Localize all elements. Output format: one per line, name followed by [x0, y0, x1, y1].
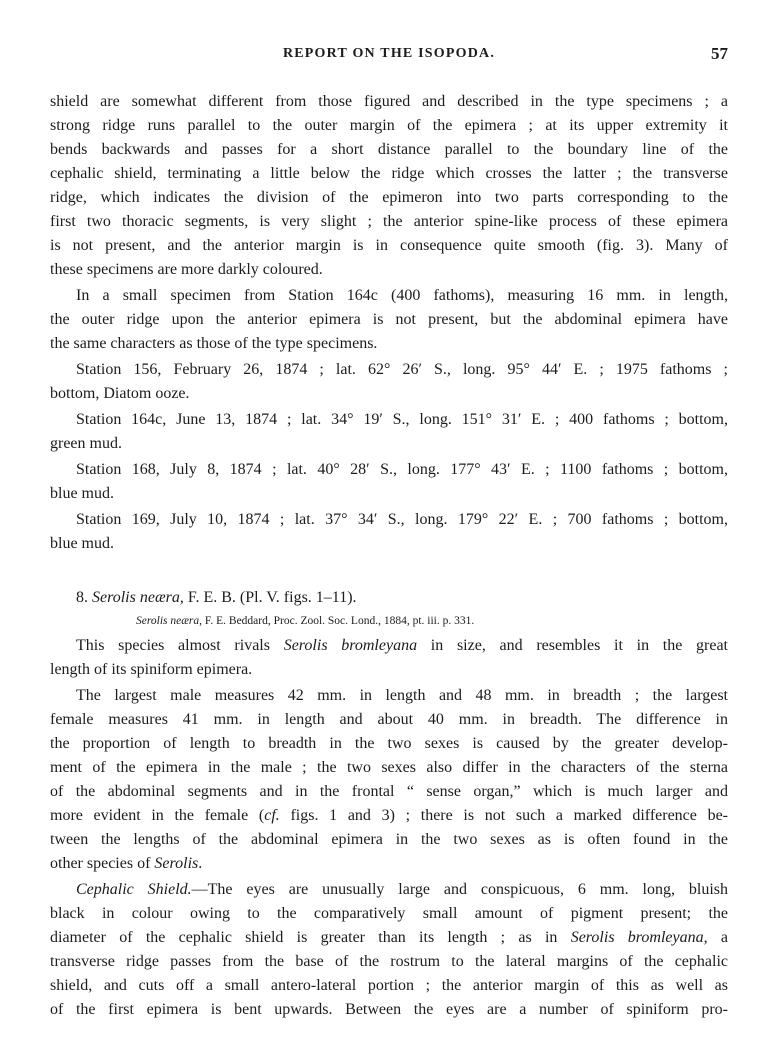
- text-line: bends backwards and passes for a short distance parallel to the boundary line of the: [50, 141, 728, 158]
- text-line: In a small specimen from Station 164c (400 fathoms), measuring 16 mm. in length,: [76, 287, 728, 304]
- text-line: first two thoracic segments, is very slight ; the anterior spine-like process of these epimera: [50, 213, 728, 230]
- station-record-line: bottom, Diatom ooze.: [50, 385, 190, 402]
- text-line: shield, and cuts off a small antero-lateral portion ; the anterior margin of this as well as: [50, 977, 728, 994]
- station-record-line: blue mud.: [50, 535, 114, 552]
- running-title: REPORT ON THE ISOPODA.: [282, 46, 496, 61]
- text-line: the outer ridge upon the anterior epimera is not present, but the abdominal epimera have: [50, 311, 728, 328]
- station-record-line: Station 164c, June 13, 1874 ; lat. 34° 19′ S., long. 151° 31′ E. ; 400 fathoms ; bottom,: [76, 411, 728, 428]
- text-line: strong ridge runs parallel to the outer margin of the epimera ; at its upper extremity it: [50, 117, 728, 134]
- text-line: shield are somewhat different from those figured and described in the type specimens ; a: [50, 93, 728, 110]
- page-header: [50, 44, 728, 70]
- section-heading-cephalic-shield: Cephalic Shield.: [76, 881, 192, 898]
- species-name: Serolis neæra: [92, 589, 180, 606]
- station-record-line: green mud.: [50, 435, 122, 452]
- text-line: is not present, and the anterior margin is in consequence quite smooth (fig. 3). Many of: [50, 237, 728, 254]
- text-line: black in colour owing to the comparatively small amount of pigment present; the: [50, 905, 728, 922]
- text-line: cephalic shield, terminating a little below the ridge which crosses the latter ; the transverse: [50, 165, 728, 182]
- text-line: diameter of the cephalic shield is greater than its length ; as in Serolis bromleyana, a: [50, 929, 728, 946]
- text-line: other species of Serolis.: [50, 855, 203, 872]
- species-heading: [50, 586, 728, 610]
- text-line: more evident in the female (cf. figs. 1 and 3) ; there is not such a marked difference be-: [50, 807, 728, 824]
- text-line: Cephalic Shield.—The eyes are unusually large and conspicuous, 6 mm. long, bluish: [76, 881, 728, 898]
- text-line: transverse ridge passes from the base of the rostrum to the lateral margins of the cephalic: [50, 953, 728, 970]
- text-line: of the abdominal segments and in the frontal “ sense organ,” which is much larger and: [50, 783, 728, 800]
- text-line: ridge, which indicates the division of the epimeron into two parts corresponding to the: [50, 189, 728, 206]
- text-line: female measures 41 mm. in length and about 40 mm. in breadth. The difference in: [50, 711, 728, 728]
- species-authority: , F. E. B. (Pl. V. figs. 1–11).: [179, 589, 357, 606]
- station-record-line: blue mud.: [50, 485, 114, 502]
- text-line: This species almost rivals Serolis bromleyana in size, and resembles it in the great: [76, 637, 728, 654]
- station-record-line: Station 156, February 26, 1874 ; lat. 62° 26′ S., long. 95° 44′ E. ; 1975 fathoms ;: [76, 361, 728, 378]
- station-record-line: Station 169, July 10, 1874 ; lat. 37° 34′ S., long. 179° 22′ E. ; 700 fathoms ; bottom,: [76, 511, 728, 528]
- text-line: these specimens are more darkly coloured.: [50, 261, 323, 278]
- page-number: 57: [711, 44, 728, 63]
- text-line: of the first epimera is bent upwards. Between the eyes are a number of spiniform pro-: [50, 1001, 728, 1018]
- text-line: The largest male measures 42 mm. in length and 48 mm. in breadth ; the largest: [76, 687, 728, 704]
- text-line: the same characters as those of the type specimens.: [50, 335, 378, 352]
- station-record-line: Station 168, July 8, 1874 ; lat. 40° 28′ S., long. 177° 43′ E. ; 1100 fathoms ; bottom,: [76, 461, 728, 478]
- text-line: tween the lengths of the abdominal epimera in the two sexes as is often found in the: [50, 831, 728, 848]
- page-body: [50, 90, 728, 1022]
- text-line: the proportion of length to breadth in the two sexes is caused by the greater develop-: [50, 735, 728, 752]
- citation-reference: , F. E. Beddard, Proc. Zool. Soc. Lond., 1884, pt. iii. p. 331.: [199, 615, 475, 627]
- species-citation: [50, 610, 728, 632]
- text-line: ment of the epimera in the male ; the two sexes also differ in the characters of the sterna: [50, 759, 728, 776]
- text-line: length of its spiniform epimera.: [50, 661, 253, 678]
- citation-name: Serolis neæra: [136, 615, 200, 627]
- species-number: 8.: [76, 589, 88, 606]
